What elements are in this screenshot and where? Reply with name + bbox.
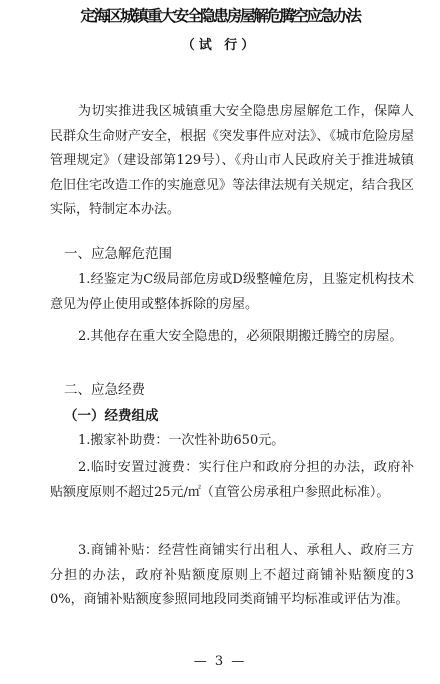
section-heading-scope: 一、应急解危范围 (64, 246, 172, 262)
funding-item-3: 3.商铺补贴：经营性商铺实行出租人、承租人、政府三方分担的办法，政府补贴额度原则上不超过商铺补贴额度的30%，商铺补贴额度参照同地段同类商铺平均标准或评估为准。 (50, 543, 414, 607)
intro-paragraph: 为切实推进我区城镇重大安全隐患房屋解危工作，保障人民群众生命财产安全，根据《突发事件应对法》、《城市危险房屋管理规定》（建设部第129号）、《舟山市人民政府关于推进城镇危旧住宅改造工作的实施意见》等法律法规有关规定，结合我区实际，特制定本办法。 (50, 104, 415, 217)
funding-item-2: 2.临时安置过渡费：实行住户和政府分担的办法，政府补贴额度原则不超过25元/㎡（直管公房承租户参照此标准）。 (50, 460, 414, 500)
document-title: 定海区城镇重大安全隐患房屋解危腾空应急办法 (80, 7, 360, 25)
scope-item-2: 2.其他存在重大安全隐患的，必须限期搬迁腾空的房屋。 (78, 329, 403, 344)
subsection-heading-composition: （一）经费组成 (64, 408, 159, 424)
funding-item-1: 1.搬家补助费：一次性补助650元。 (78, 433, 285, 448)
section-heading-funding: 二、应急经费 (64, 382, 145, 398)
scope-item-1: 1.经鉴定为C级局部危房或D级整幢危房，且鉴定机构技术意见为停止使用或整体拆除的房屋。 (50, 272, 414, 312)
document-subtitle: （试 行） (181, 38, 259, 53)
page-number: — 3 — (193, 654, 247, 669)
